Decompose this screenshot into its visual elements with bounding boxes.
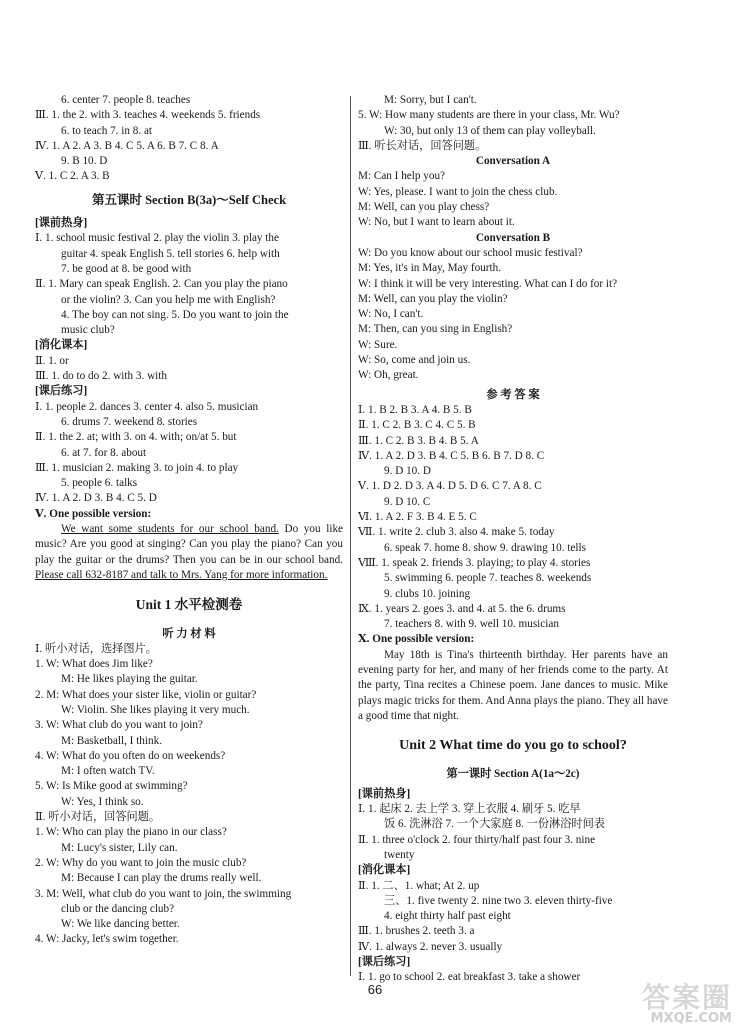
answer-line: Ⅸ. 1. years 2. goes 3. and 4. at 5. the 6. drums xyxy=(358,602,566,615)
dialog-line: M: Can I help you? xyxy=(358,170,445,183)
dialog-line: W: I think it will be very interesting. What can I do for it? xyxy=(358,277,618,290)
answer-line: or the violin? 3. Can you help me with English? xyxy=(61,293,276,306)
answer-line: Ⅱ. 1. 二、1. what; At 2. up xyxy=(358,879,480,892)
answer-line: Ⅲ. 1. C 2. B 3. B 4. B 5. A xyxy=(358,434,479,447)
subsection-label: [消化课本] xyxy=(358,864,411,877)
answer-line: Ⅳ. 1. A 2. D 3. B 4. C 5. B 6. B 7. D 8. C xyxy=(358,449,545,462)
essay-paragraph xyxy=(35,522,343,583)
answer-line: Ⅱ. 1. three o'clock 2. four thirty/half past four 3. nine xyxy=(358,833,596,846)
dialog-line: W: No, but I want to learn about it. xyxy=(358,216,515,229)
answer-line: Ⅴ. One possible version: xyxy=(35,507,152,520)
dialog-line: 5. W: Is Mike good at swimming? xyxy=(35,780,188,793)
part-heading: Ⅱ. 听小对话，回答问题。 xyxy=(35,811,161,824)
dialog-line: 5. W: How many students are there in your class, Mr. Wu? xyxy=(358,109,620,122)
answer-line: Ⅲ. 1. brushes 2. teeth 3. a xyxy=(358,925,475,938)
answer-line: Ⅳ. 1. always 2. never 3. usually xyxy=(358,940,503,953)
listening-material-title: 听 力 材 料 xyxy=(162,627,216,640)
column-divider xyxy=(350,96,351,976)
dialog-line: W: So, come and join us. xyxy=(358,354,471,367)
dialog-line: 2. W: Why do you want to join the music club? xyxy=(35,856,247,869)
answer-line: Ⅰ. 1. people 2. dances 3. center 4. also 5. musician xyxy=(35,400,259,413)
essay-underlined-text: We want some students for our school band. xyxy=(61,523,279,536)
dialog-line: M: Lucy's sister, Lily can. xyxy=(61,841,178,854)
dialog-line: M: Well, can you play chess? xyxy=(358,201,490,214)
answer-line: Ⅰ. 1. school music festival 2. play the violin 3. play the xyxy=(35,232,279,245)
dialog-line: 4. W: What do you often do on weekends? xyxy=(35,749,226,762)
answer-line: Ⅲ. 1. musician 2. making 3. to join 4. to play xyxy=(35,461,239,474)
dialog-line: W: Violin. She likes playing it very much. xyxy=(61,703,250,716)
answer-line: 9. clubs 10. joining xyxy=(384,587,471,600)
answer-line: Ⅱ. 1. the 2. at; with 3. on 4. with; on/at 5. but xyxy=(35,431,237,444)
dialog-line: 1. W: Who can play the piano in our class? xyxy=(35,826,227,839)
answer-line: Ⅵ. 1. A 2. F 3. B 4. E 5. C xyxy=(358,511,477,524)
conversation-title: Conversation A xyxy=(475,155,551,168)
unit-title: Unit 2 What time do you go to school? xyxy=(399,738,627,754)
conversation-title: Conversation B xyxy=(475,231,551,244)
section-title: 第五课时 Section B(3a)～Self Check xyxy=(91,192,287,207)
dialog-line: M: Because I can play the drums really well. xyxy=(61,872,262,885)
answer-line: guitar 4. speak English 5. tell stories 6. help with xyxy=(61,247,280,260)
left-column xyxy=(35,93,343,948)
essay-text: Do you like music? Are you good at singing? Can you play the piano? Can you play the guitar or the drums? Then you can be in our school band. xyxy=(35,523,344,566)
dialog-line: club or the dancing club? xyxy=(61,902,175,915)
answer-line: Ⅴ. 1. D 2. D 3. A 4. D 5. D 6. C 7. A 8. C xyxy=(358,480,542,493)
answer-line: 5. swimming 6. people 7. teaches 8. weekends xyxy=(384,572,592,585)
page-number: 66 xyxy=(367,982,383,997)
subsection-label: [消化课本] xyxy=(35,339,88,352)
watermark-logo xyxy=(582,983,732,1025)
dialog-line: M: Yes, it's in May, May fourth. xyxy=(358,262,502,275)
answer-line: Ⅳ. 1. A 2. A 3. B 4. C 5. A 6. B 7. C 8. A xyxy=(35,139,219,152)
answer-line: music club? xyxy=(61,324,115,337)
answer-line: Ⅲ. 1. the 2. with 3. teaches 4. weekends 5. friends xyxy=(35,109,261,122)
dialog-line: M: Then, can you sing in English? xyxy=(358,323,513,336)
subsection-label: [课前热身] xyxy=(358,787,411,800)
dialog-line: 3. M: Well, what club do you want to join, the swimming xyxy=(35,887,292,900)
essay-underlined-text: Please call 632-8187 and talk to Mrs. Yang for more information. xyxy=(35,568,328,581)
dialog-line: W: Yes, I think so. xyxy=(61,795,144,808)
answer-line: 6. center 7. people 8. teaches xyxy=(61,94,191,106)
dialog-line: W: Sure. xyxy=(358,338,398,351)
right-column xyxy=(358,93,668,986)
answer-line: 7. be good at 8. be good with xyxy=(61,262,192,275)
answer-line: Ⅰ. 1. go to school 2. eat breakfast 3. take a shower xyxy=(358,971,581,984)
reference-answers-title: 参 考 答 案 xyxy=(486,388,540,401)
dialog-line: W: Yes, please. I want to join the chess club. xyxy=(358,185,558,198)
dialog-line: W: Oh, great. xyxy=(358,369,419,382)
answer-line: 7. teachers 8. with 9. well 10. musician xyxy=(384,618,559,631)
subsection-label: [课前热身] xyxy=(35,217,88,230)
answer-line: Ⅳ. 1. A 2. D 3. B 4. C 5. D xyxy=(35,492,157,505)
part-heading: Ⅲ. 听长对话，回答问题。 xyxy=(358,139,487,152)
answer-line: 4. The boy can not sing. 5. Do you want to join the xyxy=(61,308,289,321)
essay-paragraph: May 18th is Tina's thirteenth birthday. Her parents have an evening party for her, and many of her friends come to the party. At the party, Tina recites a Chinese poem. Jane dances to music. Mike plays magic tricks for them. And Anna plays the piano. They all have a good time that night. xyxy=(358,648,668,722)
answer-line: 4. eight thirty half past eight xyxy=(384,910,511,923)
answer-line: Ⅶ. 1. write 2. club 3. also 4. make 5. today xyxy=(358,526,555,539)
answer-line: 6. drums 7. weekend 8. stories xyxy=(61,415,198,428)
answer-line: 9. D 10. D xyxy=(384,465,431,478)
dialog-line: 3. W: What club do you want to join? xyxy=(35,719,203,732)
dialog-line: M: Well, can you play the violin? xyxy=(358,292,508,305)
answer-line: 6. speak 7. home 8. show 9. drawing 10. tells xyxy=(384,541,586,554)
watermark-url: MXQE.COM xyxy=(650,1011,732,1026)
dialog-line: M: He likes playing the guitar. xyxy=(61,673,198,686)
answer-line: Ⅱ. 1. or xyxy=(35,354,69,367)
unit-title: Unit 1 水平检测卷 xyxy=(135,597,243,613)
answer-line: Ⅴ. 1. C 2. A 3. B xyxy=(35,170,110,183)
answer-line: Ⅲ. 1. do to do 2. with 3. with xyxy=(35,370,167,383)
answer-line: Ⅱ. 1. Mary can speak English. 2. Can you play the piano xyxy=(35,278,288,291)
answer-line: 饭 6. 洗淋浴 7. 一个大家庭 8. 一份淋浴时间表 xyxy=(384,818,605,831)
watermark-text: 答案圈 xyxy=(641,981,732,1014)
subsection-label: [课后练习] xyxy=(358,956,411,969)
answer-line: Ⅹ. One possible version: xyxy=(358,633,475,646)
answer-line: Ⅱ. 1. C 2. B 3. C 4. C 5. B xyxy=(358,419,476,432)
answer-line: 9. B 10. D xyxy=(61,155,108,168)
answer-line: 6. to teach 7. in 8. at xyxy=(61,124,153,137)
dialog-line: M: I often watch TV. xyxy=(61,765,155,778)
section-title: 第一课时 Section A(1a～2c) xyxy=(446,768,580,781)
answer-line: 5. people 6. talks xyxy=(61,477,138,490)
dialog-line: 4. W: Jacky, let's swim together. xyxy=(35,933,179,946)
part-heading: Ⅰ. 听小对话，选择图片。 xyxy=(35,642,157,655)
answer-line: Ⅰ. 1. B 2. B 3. A 4. B 5. B xyxy=(358,403,472,416)
dialog-line: M: Basketball, I think. xyxy=(61,734,162,747)
dialog-line: W: 30, but only 13 of them can play volleyball. xyxy=(384,124,596,137)
dialog-line: 1. W: What does Jim like? xyxy=(35,658,153,671)
dialog-line: M: Sorry, but I can't. xyxy=(384,94,477,106)
answer-line: twenty xyxy=(384,848,415,861)
answer-line: 6. at 7. for 8. about xyxy=(61,446,147,459)
subsection-label: [课后练习] xyxy=(35,385,88,398)
answer-line: Ⅷ. 1. speak 2. friends 3. playing; to play 4. stories xyxy=(358,556,591,569)
answer-line: Ⅰ. 1. 起床 2. 去上学 3. 穿上衣服 4. 刷牙 5. 吃早 xyxy=(358,803,581,816)
dialog-line: 2. M: What does your sister like, violin or guitar? xyxy=(35,688,257,701)
answer-line: 9. D 10. C xyxy=(384,495,431,508)
dialog-line: W: Do you know about our school music festival? xyxy=(358,246,583,259)
dialog-line: W: We like dancing better. xyxy=(61,918,180,931)
dialog-line: W: No, I can't. xyxy=(358,308,424,321)
answer-line: 三、1. five twenty 2. nine two 3. eleven thirty-five xyxy=(384,894,613,907)
